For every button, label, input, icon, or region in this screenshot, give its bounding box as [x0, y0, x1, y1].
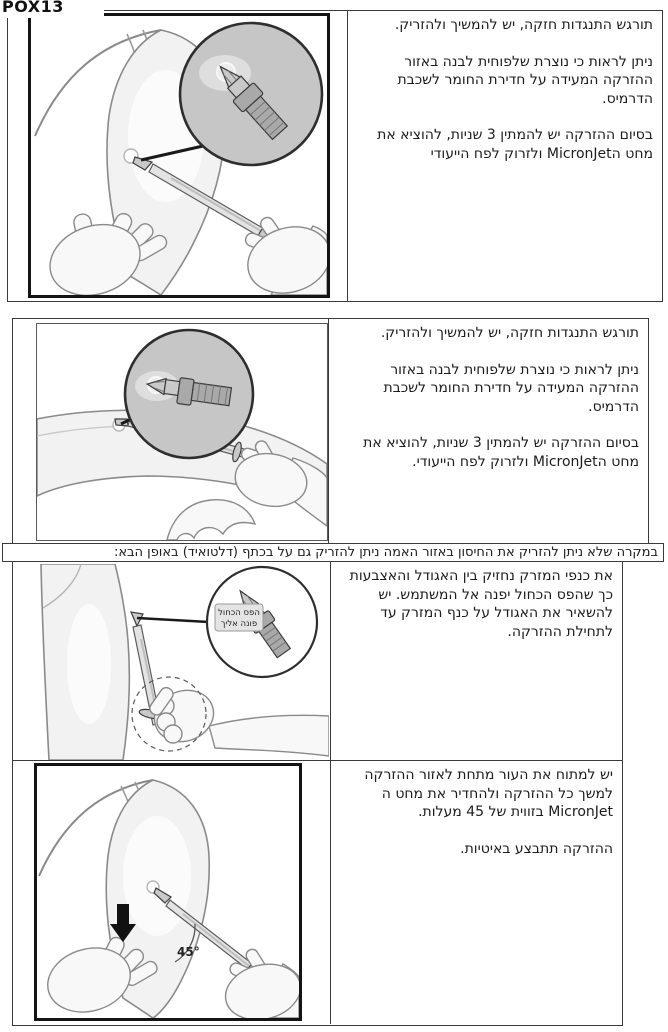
gripping-hand [147, 682, 220, 750]
support-hand [167, 500, 255, 540]
forearm-instructions-text [329, 319, 648, 544]
instruction-paragraph: ההזרקה תתבצע באיטיות. [460, 840, 613, 857]
illustration-frame [36, 323, 328, 541]
illustration-frame [34, 763, 302, 1021]
upper-arm-illustration-cell [8, 11, 348, 301]
forearm-illustration-cell [13, 319, 329, 544]
instruction-paragraph: תורגש התנגדות חזקה, יש להמשיך ולהזריק. [380, 325, 639, 341]
blue-stripe-label-line2: פונה אליך [220, 619, 258, 629]
angle-illustration-cell [13, 761, 331, 1024]
instruction-paragraph: בסיום ההזרקה יש להמתין 3 שניות, להוציא את מחט הMicronJet ולזרוק לפח הייעודי. [363, 435, 639, 470]
angle-label: 45° [177, 945, 200, 959]
illustration-frame [28, 13, 330, 298]
instruction-paragraph: את כנפי המזרק נחזיק בין האגודל והאצבעות כך שהפס הכחול יפנה אל המשתמש. יש להשאיר את האגודל על כנף המזרק עד לתחילת ההזרקה. [349, 568, 613, 640]
deltoid-alternative-note: במקרה שלא ניתן להזריק את החיסון באזור האמה ניתן להזריק גם על בכתף (דלטואיד) באופן הבא: [2, 543, 664, 562]
grip-illustration-cell [13, 562, 331, 760]
table-forearm-injection [12, 318, 649, 544]
blue-stripe-label-line1: הפס הכחול [218, 608, 260, 618]
table-upper-arm-injection [7, 10, 663, 302]
syringe-grip-illustration [19, 564, 329, 760]
deltoid-45-degree-injection-illustration [37, 766, 299, 1018]
inset-pointer-line [137, 618, 209, 622]
instruction-paragraph: ניתן לראות כי נוצרת שלפוחית לבנה באזור ההזרקה המעידה על חדירת החומר לשכבת הדרמיס. [383, 361, 639, 415]
instruction-paragraph: בסיום ההזרקה יש להמתין 3 שניות, להוציא את מחט הMicronJet ולזרוק לפח הייעודי [377, 127, 653, 162]
instruction-paragraph: יש למתוח את העור מתחת לאזור ההזרקה למשך כל ההזרקה ולהחדיר את מחט ה MicronJet בזווית של 45 מעלות. [364, 767, 613, 821]
grip-instructions-text [331, 562, 622, 760]
instruction-paragraph: ניתן לראות כי נוצרת שלפוחית לבנה באזור ההזרקה המעידה על חדירת החומר לשכבת הדרמיס. [397, 53, 653, 107]
forearm-injection-illustration [37, 324, 327, 540]
angle-instructions-text [331, 761, 622, 1024]
page-code-label: POX13 [2, 0, 104, 18]
table-deltoid-injection [12, 561, 623, 1026]
instruction-paragraph: תורגש התנגדות חזקה, יש להמשיך ולהזריק. [394, 17, 653, 33]
upper-arm-injection-illustration [31, 16, 327, 295]
upper-arm-instructions-text [348, 11, 662, 301]
